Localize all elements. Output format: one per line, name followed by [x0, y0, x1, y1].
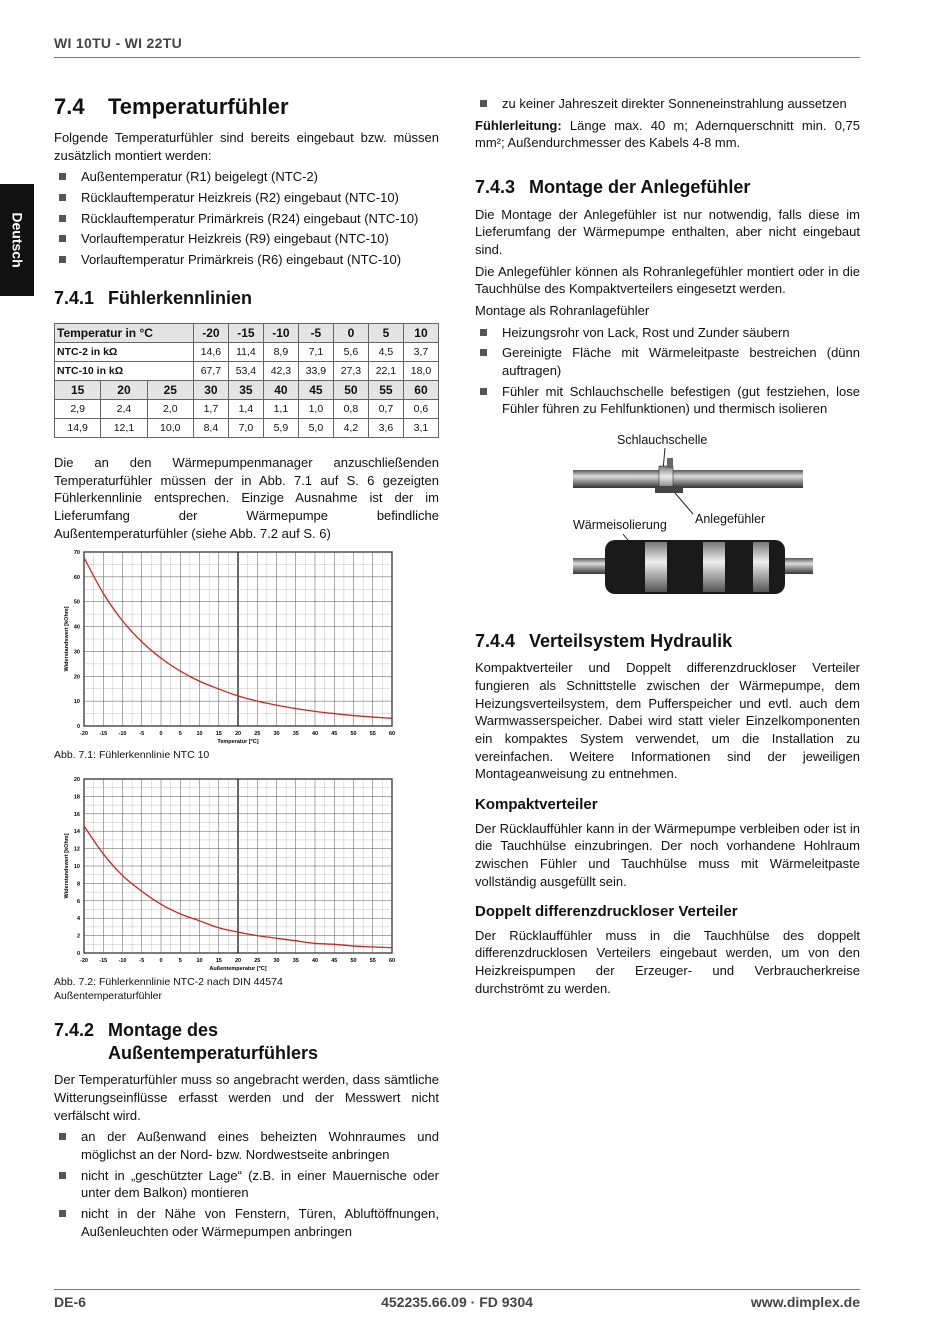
figure-caption-7-2 [54, 975, 439, 1004]
language-tab [0, 184, 34, 296]
section-7-4-3-heading [475, 176, 860, 199]
x-axis-label: Temperatur [°C] [217, 739, 259, 746]
table-cell: 15 [55, 381, 101, 400]
table-cell: 2,0 [147, 400, 193, 419]
x-tick-label: 45 [331, 731, 338, 738]
table-cell: 1,7 [193, 400, 228, 419]
tape-band [703, 542, 725, 592]
list-item: Gereinigte Fläche mit Wärmeleitpaste bestreichen (dünn auftragen) [475, 344, 860, 379]
y-tick-label: 50 [73, 600, 80, 607]
section-7-4-1-heading [54, 287, 439, 310]
y-tick-label: 8 [76, 881, 80, 888]
paragraph: Kompaktverteiler und Doppelt differenzdruckloser Verteiler fungieren als Schnittstelle zwischen der Wärmepumpe, dem Heizungsverteilsystem, dem Pufferspeicher und evtl. auch dem Warmwasserspeicher. Dabei wird statt vieler Einzelkomponenten ein kompaktes System verwendet, um die Installation zu vereinfachen. Weitere Informationen sind der jeweiligen Montageanweisung zu entnehmen. [475, 660, 860, 782]
list-item: Vorlauftemperatur Heizkreis (R9) eingebaut (NTC-10) [54, 230, 439, 248]
x-tick-label: -15 [99, 957, 108, 964]
y-tick-label: 2 [76, 933, 80, 940]
left-column [54, 92, 439, 1244]
table-cell: 1,4 [228, 400, 263, 419]
x-tick-label: 5 [178, 731, 182, 738]
table-cell: 67,7 [193, 362, 228, 381]
x-tick-label: 20 [234, 731, 242, 738]
section-title: Verteilsystem Hydraulik [529, 630, 733, 651]
subheading-kompaktverteiler: Kompaktverteiler [475, 796, 598, 814]
x-tick-label: 10 [196, 957, 203, 964]
y-tick-label: 10 [73, 863, 80, 870]
table-cell: 20 [101, 381, 147, 400]
list-item: Fühler mit Schlauchschelle befestigen (gut festziehen, lose Fühler führen zu Fehlfunktionen) und thermisch isolieren [475, 383, 860, 418]
x-tick-label: -5 [139, 731, 145, 738]
section-number: 7.4.3 [475, 177, 516, 198]
y-tick-label: 18 [73, 794, 80, 801]
x-tick-label: 30 [273, 731, 280, 738]
x-tick-label: -10 [118, 731, 127, 738]
table-cell: 12,1 [101, 419, 147, 438]
table-row-label: NTC-10 in kΩ [55, 362, 194, 381]
table-cell: 0,6 [403, 400, 438, 419]
contact-sensor [655, 486, 683, 493]
section-7-4-2-intro: Der Temperaturfühler muss so angebracht werden, dass sämtliche Witterungseinflüsse erfasst werden und der Messwert nicht verfälscht wird. [54, 1072, 439, 1123]
leader-line [675, 493, 693, 514]
table-cell: 10,0 [147, 419, 193, 438]
document-number: 452235.66.09 · FD 9304 [381, 1294, 533, 1310]
table-cell: 5,0 [298, 419, 333, 438]
figure-caption-7-1: Abb. 7.1: Fühlerkennlinie NTC 10 [54, 749, 210, 762]
table-cell: 5,9 [263, 419, 298, 438]
characteristic-table [54, 323, 439, 438]
y-tick-label: 0 [76, 724, 80, 731]
y-tick-label: 12 [73, 846, 80, 853]
paragraph: Die Montage der Anlegefühler ist nur notwendig, falls diese im Lieferumfang der Wärmepumpe enthalten, aber nicht eingebaut sind. [475, 206, 860, 257]
table-cell: 55 [368, 381, 403, 400]
caption-line: Abb. 7.2: Fühlerkennlinie NTC-2 nach DIN 44574 [54, 975, 283, 988]
table-cell: 0,8 [333, 400, 368, 419]
y-tick-label: 6 [76, 898, 80, 905]
list-item: an der Außenwand eines beheizten Wohnraumes und möglichst an der Nord- bzw. Nordwestseite anbringen [54, 1128, 439, 1163]
section-number: 7.4.2 [54, 1020, 95, 1041]
x-tick-label: 60 [388, 957, 396, 964]
section-number: 7.4.1 [54, 287, 95, 308]
table-row-label: NTC-2 in kΩ [55, 343, 194, 362]
cable-text: Länge max. 40 m; Adernquerschnitt min. 0,75 mm²; Außendurchmesser des Kabels 4-8 mm. [475, 117, 860, 151]
y-tick-label: 20 [73, 674, 80, 681]
section-7-4-2-heading [54, 1019, 439, 1064]
y-tick-label: 0 [76, 950, 80, 957]
x-tick-label: 0 [159, 731, 163, 738]
y-tick-label: 40 [73, 625, 80, 632]
x-tick-label: 10 [196, 731, 203, 738]
x-tick-label: -5 [139, 957, 145, 964]
x-tick-label: 25 [254, 731, 261, 738]
table-cell: 3,1 [403, 419, 438, 438]
table-row-label: Temperatur in °C [55, 324, 194, 343]
mounting-list [54, 1128, 439, 1240]
x-axis-label: Außentemperatur [°C] [209, 965, 267, 972]
y-axis-label: Widerstandswert [kOhm] [64, 606, 70, 672]
list-item: Heizungsrohr von Lack, Rost und Zunder säubern [475, 324, 860, 342]
x-tick-label: 40 [311, 957, 319, 964]
pipe-sensor-steps [475, 324, 860, 418]
y-tick-label: 70 [73, 550, 80, 557]
table-cell: 14,6 [193, 343, 228, 362]
section-number: 7.4.4 [475, 630, 516, 651]
x-tick-label: -15 [99, 731, 108, 738]
section-title: Temperaturfühler [108, 94, 289, 119]
table-cell: -15 [228, 324, 263, 343]
x-tick-label: 0 [159, 957, 163, 964]
list-item: zu keiner Jahreszeit direkter Sonneneinstrahlung aussetzen [475, 95, 860, 113]
pipe-top [573, 470, 803, 488]
section-number: 7.4 [54, 94, 85, 119]
table-cell: -20 [193, 324, 228, 343]
table-cell: 42,3 [263, 362, 298, 381]
language-tab-label: Deutsch [9, 212, 26, 268]
x-tick-label: 55 [369, 731, 376, 738]
table-cell: 0 [333, 324, 368, 343]
table-cell: 10 [403, 324, 438, 343]
y-tick-label: 60 [73, 575, 80, 582]
table-cell: 22,1 [368, 362, 403, 381]
paragraph: Montage als Rohranlagefühler [475, 302, 650, 318]
y-tick-label: 16 [73, 811, 80, 818]
table-cell: 0,7 [368, 400, 403, 419]
x-tick-label: 15 [215, 957, 222, 964]
table-cell: 53,4 [228, 362, 263, 381]
y-tick-label: 14 [73, 828, 80, 835]
x-tick-label: 25 [254, 957, 261, 964]
y-tick-label: 4 [76, 915, 80, 922]
table-cell: 4,2 [333, 419, 368, 438]
clamp-screw [667, 458, 673, 468]
section-7-4-intro: Folgende Temperaturfühler sind bereits eingebaut bzw. müssen zusätzlich montiert werden: [54, 129, 439, 163]
section-7-4-4-heading [475, 630, 860, 653]
table-cell: 30 [193, 381, 228, 400]
table-cell: 4,5 [368, 343, 403, 362]
x-tick-label: 60 [388, 731, 396, 738]
pipe-sensor-illustration [525, 430, 825, 610]
page-footer [54, 1289, 860, 1310]
table-cell: 5,6 [333, 343, 368, 362]
table-cell: 60 [403, 381, 438, 400]
table-cell: 8,9 [263, 343, 298, 362]
x-tick-label: 55 [369, 957, 376, 964]
table-cell: 33,9 [298, 362, 333, 381]
y-tick-label: 10 [73, 699, 80, 706]
table-cell: 5 [368, 324, 403, 343]
table-cell: 18,0 [403, 362, 438, 381]
ntc10-chart [54, 546, 439, 746]
x-tick-label: 45 [331, 957, 338, 964]
paragraph: Die Anlegefühler können als Rohranlegefühler montiert oder in die Tauchhülse des Kompaktverteilers eingesetzt werden. [475, 263, 860, 297]
label-contact-sensor: Anlegefühler [695, 511, 766, 526]
x-tick-label: 30 [273, 957, 280, 964]
table-cell: 7,1 [298, 343, 333, 362]
table-cell: 7,0 [228, 419, 263, 438]
page-number: DE-6 [54, 1294, 86, 1310]
table-cell: 8,4 [193, 419, 228, 438]
section-title: Montage der Anlegefühler [529, 177, 751, 198]
table-cell: 40 [263, 381, 298, 400]
right-column [475, 95, 860, 1001]
section-title: Montage des [108, 1020, 219, 1041]
label-insulation: Wärmeisolierung [573, 517, 667, 532]
header-title: WI 10TU - WI 22TU [54, 35, 182, 51]
table-cell: 2,9 [55, 400, 101, 419]
x-tick-label: -10 [118, 957, 127, 964]
characteristic-text: Die an den Wärmepumpenmanager anzuschließenden Temperaturfühler müssen der in Abb. 7.1 auf S. 6 gezeigten Fühlerkennlinie entsprechen. Einzige Ausnahme ist der im Lieferumfang der Wärmepumpe befindliche Außentemperaturfühler (siehe Abb. 7.2 auf S. 6) [54, 455, 439, 541]
cable-label: Fühlerleitung: [475, 117, 562, 133]
table-cell: 27,3 [333, 362, 368, 381]
table-cell: 14,9 [55, 419, 101, 438]
tape-band [645, 542, 667, 592]
table-cell: 45 [298, 381, 333, 400]
x-tick-label: 50 [350, 731, 357, 738]
x-tick-label: 20 [234, 957, 242, 964]
ntc2-chart [54, 773, 439, 973]
cable-spec [475, 117, 860, 152]
website-link[interactable]: www.dimplex.de [750, 1294, 860, 1310]
table-cell: 11,4 [228, 343, 263, 362]
x-tick-label: 35 [292, 731, 299, 738]
x-tick-label: 15 [215, 731, 222, 738]
caption-line: Außentemperaturfühler [54, 990, 162, 1002]
table-cell: 3,6 [368, 419, 403, 438]
table-cell: 25 [147, 381, 193, 400]
x-tick-label: 35 [292, 957, 299, 964]
x-tick-label: -20 [80, 957, 88, 964]
list-item: Vorlauftemperatur Primärkreis (R6) eingebaut (NTC-10) [54, 251, 439, 269]
list-item: nicht in „geschützter Lage“ (z.B. in einer Mauernische oder unter dem Balkon) montieren [54, 1167, 439, 1202]
sensor-list [54, 168, 439, 268]
x-tick-label: 5 [178, 957, 182, 964]
x-tick-label: 50 [350, 957, 357, 964]
y-tick-label: 20 [73, 776, 80, 783]
paragraph: Der Rücklauffühler muss in die Tauchhülse des doppelt differenzdrucklosen Verteilers eingebaut werden, um von den Heizkreispumpen der Erzeuger- und Verbraucherkreise durchströmt zu werden. [475, 927, 860, 996]
section-title: Fühlerkennlinien [108, 287, 253, 308]
label-hose-clamp: Schlauchschelle [617, 432, 708, 447]
table-cell: 1,0 [298, 400, 333, 419]
paragraph: Der Rücklauffühler kann in der Wärmepumpe verbleiben oder ist in die Tauchhülse einzubringen. Der noch vorhandene Hohlraum zwischen Fühler und Tauchhülse muss mit Wärmeleitpaste vollständig ausgefüllt sein. [475, 820, 860, 889]
table-cell: 2,4 [101, 400, 147, 419]
table-cell: 50 [333, 381, 368, 400]
table-cell: 3,7 [403, 343, 438, 362]
table-cell: 35 [228, 381, 263, 400]
x-tick-label: -20 [80, 731, 88, 738]
x-tick-label: 40 [311, 731, 319, 738]
table-cell: -5 [298, 324, 333, 343]
y-tick-label: 30 [73, 649, 80, 656]
mounting-list-continued [475, 95, 860, 113]
y-axis-label: Widerstandswert [kOhm] [64, 833, 70, 899]
page-header [54, 34, 860, 58]
list-item: Rücklauftemperatur Heizkreis (R2) eingebaut (NTC-10) [54, 189, 439, 207]
section-title-line-2: Außentemperaturfühlers [108, 1042, 319, 1063]
list-item: nicht in der Nähe von Fenstern, Türen, Abluftöffnungen, Außenleuchten oder Wärmepumpen anbringen [54, 1205, 439, 1240]
table-cell: -10 [263, 324, 298, 343]
table-cell: 1,1 [263, 400, 298, 419]
subheading-doppelt: Doppelt differenzdruckloser Verteiler [475, 903, 738, 921]
list-item: Rücklauftemperatur Primärkreis (R24) eingebaut (NTC-10) [54, 210, 439, 228]
section-7-4-heading [54, 92, 439, 122]
list-item: Außentemperatur (R1) beigelegt (NTC-2) [54, 168, 439, 186]
tape-band [753, 542, 769, 592]
